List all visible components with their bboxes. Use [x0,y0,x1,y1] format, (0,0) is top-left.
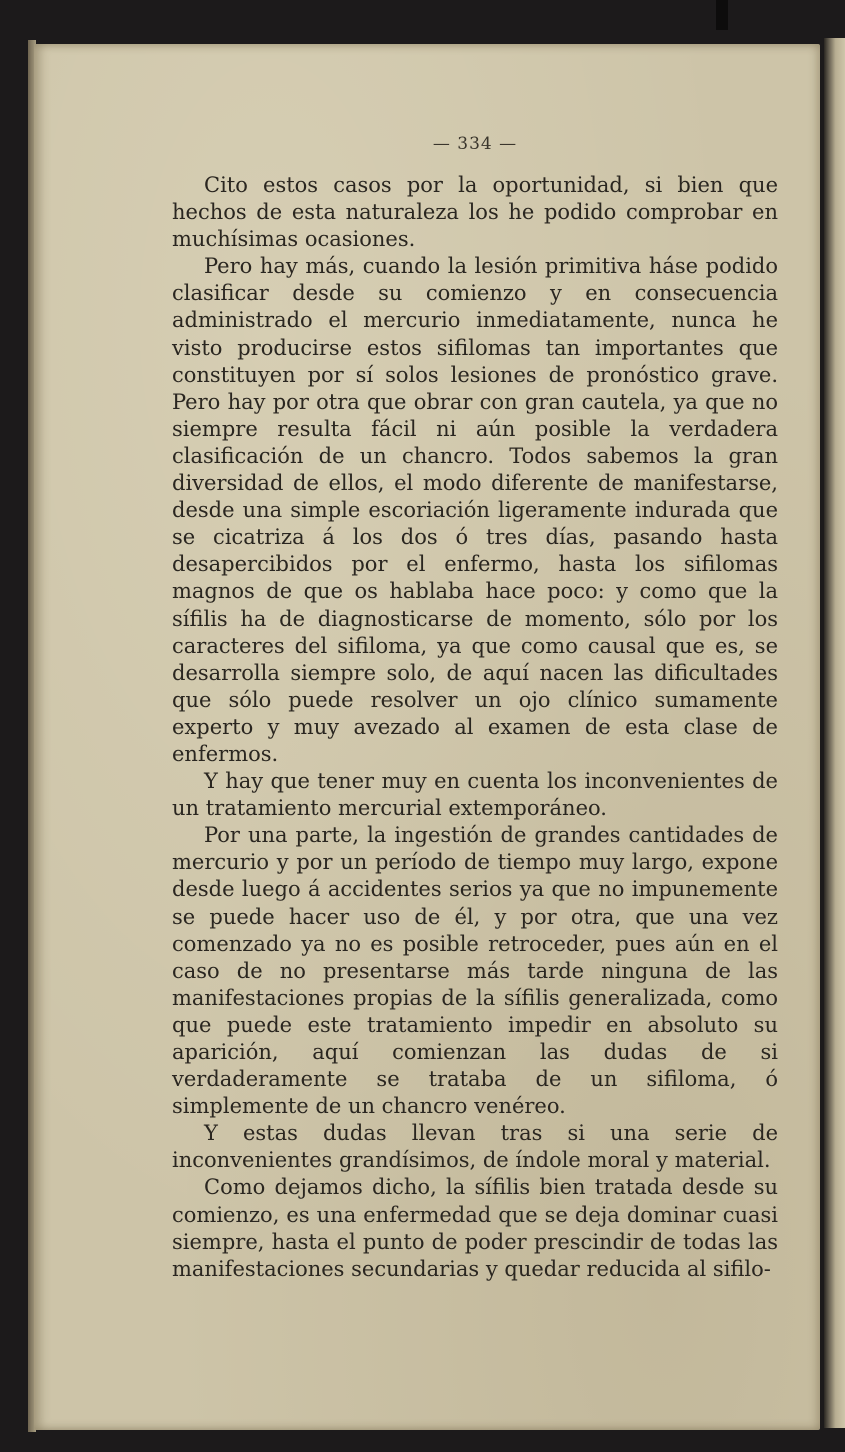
paragraph: Cito estos casos por la oportunidad, si bien que hechos de esta naturaleza los he podido comprobar en muchísimas ocasiones. [172,173,778,252]
adjacent-page-edge [824,38,845,1428]
paragraph: Pero hay más, cuando la lesión primitiva háse podido clasificar desde su comienzo y en consecuencia administrado el mercurio inmediatamente, nunca he visto producirse estos sifilomas tan importantes que constituyen por sí solos lesiones de pronóstico grave. Pero hay por otra que obrar con gran cautela, ya que no siempre resulta fácil ni aún posible la verdadera clasificación de un chancro. Todos sabemos la gran diversidad de ellos, el modo diferente de manifestarse, desde una simple escoriación ligeramente indurada que se cicatriza á los dos ó tres días, pasando hasta desapercibidos por el enfermo, hasta los sifilomas magnos de que os hablaba hace poco: y como que la sífilis ha de diagnosticarse de momento, sólo por los caracteres del sifiloma, ya que como causal que es, se desarrolla siempre solo, de aquí nacen las dificultades que sólo puede resolver un ojo clínico sumamente experto y muy avezado al examen de esta clase de enfermos. [172,254,778,766]
page-number: — 334 — [432,134,518,154]
paragraph: Y hay que tener muy en cuenta los inconvenientes de un tratamiento mercurial extemporáneo. [172,769,778,821]
paragraph: Y estas dudas llevan tras si una serie de inconvenientes grandísimos, de índole moral y material. [172,1121,778,1173]
binding-mark [716,0,728,30]
paragraph: Por una parte, la ingestión de grandes cantidades de mercurio y por un período de tiempo muy largo, expone desde luego á accidentes serios ya que no impunemente se puede hacer uso de él, y por otra, que una vez comenzado ya no es posible retroceder, pues aún en el caso de no presentarse más tarde ninguna de las manifestaciones propias de la sífilis generalizada, como que puede este tratamiento impedir en absoluto su aparición, aquí comienzan las dudas de si verdaderamente se trataba de un sifiloma, ó simplemente de un chancro venéreo. [172,823,778,1119]
page-text-block [172,132,778,1283]
paragraph: Como dejamos dicho, la sífilis bien tratada desde su comienzo, es una enfermedad que se deja dominar cuasi siempre, hasta el punto de poder prescindir de todas las manifestaciones secundarias y quedar reducida al sifilo- [172,1175,778,1281]
